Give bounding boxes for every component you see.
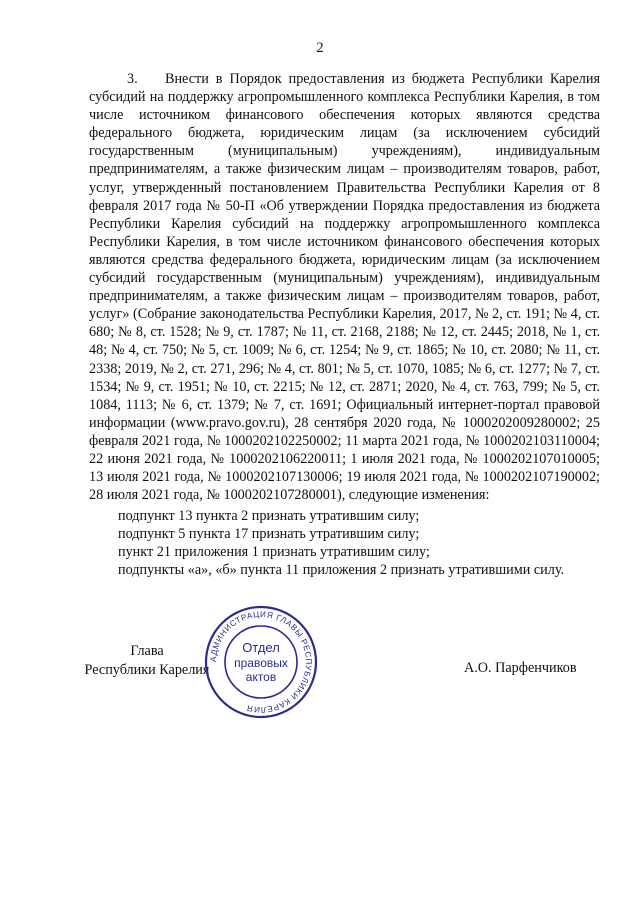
signatory-title	[82, 642, 212, 680]
page-number: 2	[316, 40, 324, 56]
change-item: подпункты «а», «б» пункта 11 приложения 2 признать утратившими силу.	[118, 562, 565, 579]
signatory-name: А.О. Парфенчиков	[464, 660, 577, 676]
main-paragraph	[89, 70, 600, 504]
stamp-center-line1: Отдел	[242, 640, 280, 655]
paragraph-number: 3.	[127, 71, 138, 87]
change-item: пункт 21 приложения 1 признать утратившим силу;	[118, 544, 430, 561]
stamp-ring-text: АДМИНИСТРАЦИЯ ГЛАВЫ РЕСПУБЛИКИ КАРЕЛИЯ	[208, 609, 314, 715]
official-stamp	[203, 604, 319, 720]
stamp-center-line3: актов	[245, 670, 277, 684]
change-item: подпункт 5 пункта 17 признать утратившим силу;	[118, 526, 420, 543]
signatory-title-line2: Республики Карелия	[84, 662, 210, 678]
stamp-center-line2: правовых	[234, 656, 288, 670]
paragraph-text: Внести в Порядок предоставления из бюджета Республики Карелия субсидий на поддержку агропромышленного комплекса Республики Карелия, в том числе источником финансового обеспечения которых являются средства федерального бюджета, юридическим лицам (за исключением субсидий государственным (муниципальным) учреждениям), индивидуальным предпринимателям, а также физическим лицам – производителям товаров, работ, услуг, утвержденный постановлением Правительства Республики Карелия от 8 февраля 2017 года № 50-П «Об утверждении Порядка предоставления из бюджета Республики Карелия субсидий на поддержку агропромышленного комплекса Республики Карелия, в том числе источником финансового обеспечения которых являются средства федерального бюджета, юридическим лицам (за исключением субсидий государственным (муниципальным) учреждениям), индивидуальным предпринимателям, а также физическим лицам – производителям товаров, работ, услуг» (Собрание законодательства Республики Карелия, 2017, № 2, ст. 191; № 4, ст. 680; № 8, ст. 1528; № 9, ст. 1787; № 11, ст. 2168, 2188; № 12, ст. 2445; 2018, № 1, ст. 48; № 4, ст. 750; № 5, ст. 1009; № 6, ст. 1254; № 9, ст. 1865; № 10, ст. 2080; № 11, ст. 2338; 2019, № 2, ст. 271, 296; № 4, ст. 801; № 5, ст. 1070, 1085; № 6, ст. 1277; № 7, ст. 1534; № 9, ст. 1951; № 10, ст. 2215; № 12, ст. 2871; 2020, № 4, ст. 763, 799; № 5, ст. 1084, 1113; № 6, ст. 1379; № 7, ст. 1691; Официальный интернет-портал правовой информации (www.pravo.gov.ru), 28 сентября 2020 года, № 1000202009280002; 25 февраля 2021 года, № 1000202102250002; 11 марта 2021 года, № 1000202103110004; 22 июня 2021 года, № 1000202106220011; 1 июля 2021 года, № 1000202107010005; 13 июля 2021 года, № 1000202107130006; 19 июля 2021 года, № 1000202107190002; 28 июля 2021 года, № 1000202107280001), следующие изменения:	[89, 71, 600, 504]
signatory-title-line1: Глава	[130, 643, 164, 659]
changes-list	[118, 507, 608, 579]
change-item: подпункт 13 пункта 2 признать утратившим силу;	[118, 508, 420, 524]
paragraph-3	[89, 70, 600, 504]
